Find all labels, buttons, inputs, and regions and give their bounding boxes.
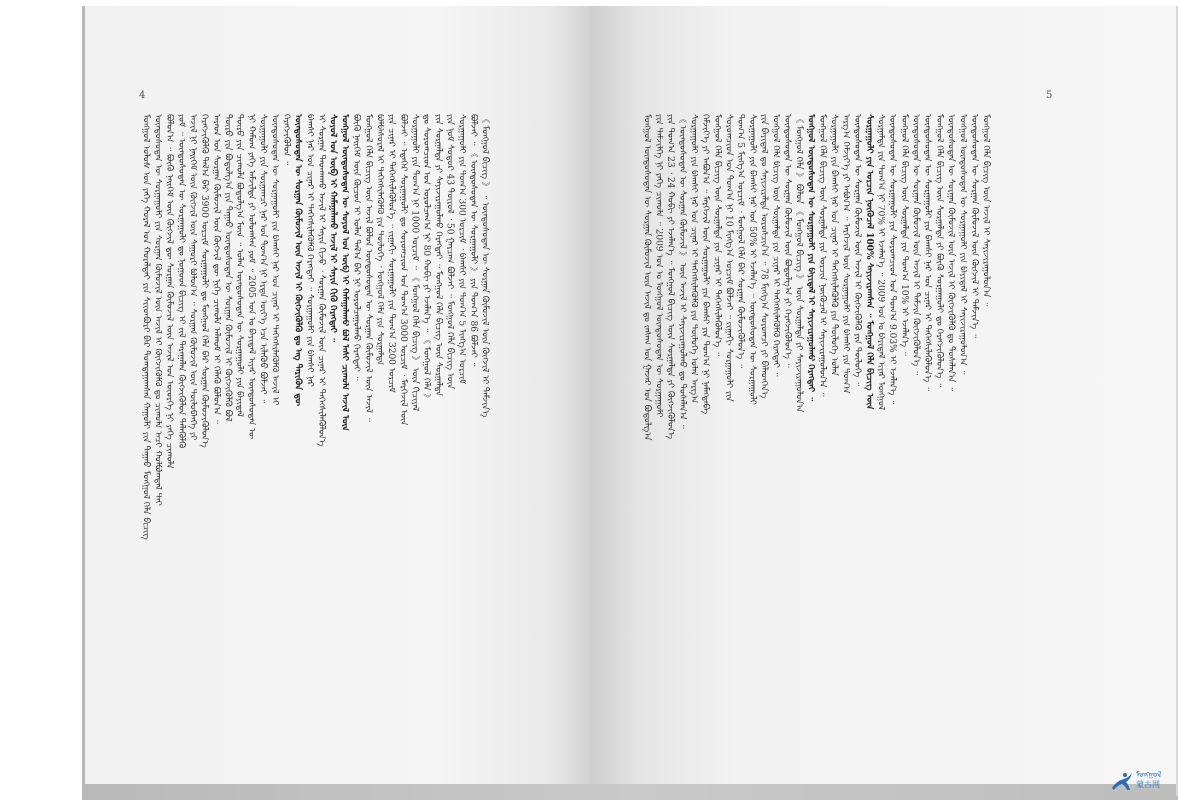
- text-column: 《 ᠮᠣᠩᠭᠣᠯ ᠪᠢᠴᠢᠭ 》 ᠃ ᠦᠨᠳᠦᠰᠦᠲᠡᠨ ᠦ ᠰᠤᠷᠭᠠᠨ ᠬᠦᠮᠦᠵᠢᠯ ᠦᠨ ᠬᠥᠭᠵᠢᠯ ᠢ ᠳᠡᠮᠵᠢᠨ᠎ᠡ: [479, 114, 490, 418]
- text-column: ᠠᠷᠭ᠎ᠠ ᠬᠡᠮᠵᠢᠶ᠎ᠡ ᠶᠢ ᠠᠪᠤᠨ᠎ᠠ ᠃ ᠮᠡᠷᠭᠡᠵᠢᠯ ᠦᠨ ᠰᠤᠷᠭᠠᠭᠤᠯᠢ ᠶᠢᠨ ᠪᠠᠭᠰᠢ ᠶᠢᠨ ᠲᠣᠭ᠎ᠠ: [840, 114, 851, 394]
- text-column: ᠦᠨᠳᠦᠰᠦᠲᠡᠨ ᠦ ᠰᠤᠷᠭᠠᠨ ᠬᠦᠮᠦᠵᠢᠯ ᠦᠨ ᠠᠵᠢᠯ ᠢ ᠬᠥᠭᠵᠢᠭᠦᠯᠬᠦ ᠳᠤ ᠡᠩ ᠲᠡᠷᠢᠭᠦᠨ ᠳᠦ: [292, 114, 303, 407]
- text-column: ᠰᠤᠷᠤᠭᠴᠢᠳ ᠤᠨ ᠲᠣᠭ᠎ᠠ ᠨᠢ 10 ᠮᠢᠩᠭ᠎ᠠ ᠣᠷᠴᠢᠮ ᠪᠣᠯᠵᠠᠢ ᠃ ᠵᠢᠭᠠᠬᠢ ᠰᠤᠷᠭᠠᠭᠤᠯᠢ ᠶᠢᠨ: [723, 114, 734, 402]
- text-column: ᠦᠨᠳᠦᠰᠦᠲᠡᠨ ᠦ ᠰᠤᠷᠭᠠᠨ ᠬᠦᠮᠦᠵᠢᠯ ᠦᠨ ᠬᠥᠭᠵᠢᠯ ᠢ ᠳᠡᠮᠵᠢᠨ᠎ᠡ ᠃: [968, 114, 979, 339]
- text-column: ᠰᠤᠷᠭᠠᠭᠤᠯᠢ ᠶᠢᠨ ᠪᠠᠭᠰᠢ ᠨᠠᠷ ᠤᠨ ᠴᠢᠨᠠᠷ ᠢ ᠳᠡᠭᠡᠭᠰᠢᠯᠡᠭᠦᠯᠬᠦ ᠶᠢᠨ ᠲᠥᠯᠥᠭᠡ ᠣᠯᠠᠨ: [828, 114, 839, 376]
- text-column: ᠶᠢᠨ ᠴᠢᠨᠠᠷ ᠢ ᠳᠡᠭᠡᠭᠰᠢᠯᠡᠭᠦᠯᠦᠨ᠎ᠡ ᠃ ᠵᠢᠭᠠᠬᠢ ᠰᠤᠷᠭᠠᠭᠤᠯᠢ ᠶᠢᠨ ᠲᠣᠭ᠎ᠠ 3200 ᠣᠷᠴᠢᠮ: [386, 114, 397, 393]
- text-column: ᠲᠥᠷᠥ ᠶᠢᠨ ᠴᠢᠬᠤᠯᠠ ᠪᠣᠳᠣᠯᠭ᠎ᠠ ᠮᠥᠨ ᠃ ᠣᠯᠠᠨ ᠦᠨᠳᠦᠰᠦᠲᠡᠨ ᠦ ᠰᠤᠷᠭᠠᠭᠤᠯᠢ ᠶᠢᠨ ᠪᠠᠶᠢᠳᠠᠯ: [234, 114, 245, 417]
- text-column: ᠪᠣᠯᠪᠠᠰᠤᠷᠠᠯ ᠢ ᠳᠡᠭᠡᠭᠰᠢᠯᠡᠭᠦᠯᠬᠦ ᠶᠢᠨ ᠲᠥᠯᠥᠭᠡ ᠂ ᠮᠣᠩᠭᠣᠯ ᠬᠡᠯᠡ ᠶᠢᠨ ᠰᠤᠷᠭᠠᠯᠲᠠ: [374, 114, 385, 366]
- text-column: ᠮᠣᠩᠭᠣᠯ ᠬᠡᠯᠡ ᠪᠢᠴᠢᠭ ᠦᠨ ᠠᠵᠢᠯ ᠪᠣᠯᠤᠨ ᠦᠨᠳᠦᠰᠦᠲᠡᠨ ᠦ ᠰᠤᠷᠭᠠᠨ ᠬᠦᠮᠦᠵᠢᠯ ᠦᠨ ᠠᠵᠢᠯ ᠃: [362, 114, 373, 422]
- text-column: ᠰᠤᠷᠭᠠᠭᠤᠯᠢ ᠶᠢᠨ ᠲᠣᠭ᠎ᠠ 300 ᠣᠷᠴᠢᠮ ᠂ ᠪᠠᠭᠰᠢ ᠶᠢᠨ ᠲᠣᠭ᠎ᠠ 5 ᠮᠢᠩᠭ᠎ᠠ ᠣᠷᠴᠢᠮ: [456, 114, 467, 385]
- text-column: ᠲᠥᠷᠥ ᠶᠢᠨ ᠪᠣᠳᠣᠯᠭ᠎ᠠ ᠶᠢᠨ ᠳᠠᠭᠠᠤ ᠦᠨᠳᠦᠰᠦᠲᠡᠨ ᠦ ᠰᠤᠷᠭᠠᠨ ᠬᠦᠮᠦᠵᠢᠯ ᠢ ᠬᠥᠭᠵᠢᠭᠦᠯᠬᠦ ᠪᠣᠯ: [222, 114, 233, 422]
- text-column: ᠶᠢᠨ ᠨᠣᠮ ᠰᠣᠳᠤᠷ 43 ᠲᠥᠷᠥᠯ ᠂ 50 ᠭᠠᠷᠴᠠᠭ ᠪᠣᠯᠵᠠᠢ ᠃ ᠮᠣᠩᠭᠣᠯ ᠬᠡᠯᠡ ᠪᠢᠴᠢᠭ ᠦᠨ: [444, 114, 455, 390]
- text-column: 《 ᠦᠨᠳᠦᠰᠦᠲᠡᠨ ᠦ ᠰᠤᠷᠭᠠᠨ ᠬᠦᠮᠦᠵᠢᠯ 》 ᠦᠨ ᠠᠵᠢᠯ ᠢ ᠰᠠᠶᠢᠵᠢᠷᠠᠭᠤᠯᠬᠤ ᠳᠤ ᠲᠤᠰᠠᠯᠠᠨ᠎ᠠ ᠃: [676, 114, 687, 429]
- text-column: ᠪᠣᠯᠵᠠᠢ ᠃ 《 ᠦᠨᠳᠦᠰᠦᠲᠡᠨ ᠦ ᠰᠤᠷᠭᠠᠭᠤᠯᠢ 》 ᠶᠢᠨ ᠲᠣᠭ᠎ᠠ 86 ᠪᠣᠯᠵᠠᠢ ᠃: [467, 114, 478, 367]
- text-column: ᠬᠡᠷᠡᠭᠵᠢᠭᠦᠯᠦᠨ ᠃: [280, 114, 291, 166]
- text-column: ᠰᠤᠷᠭᠠᠭᠤᠯᠢ ᠶᠢᠨ ᠲᠣᠭ᠎ᠠ ᠨᠢ 1000 ᠣᠷᠴᠢᠮ ᠃ 《 ᠮᠣᠩᠭᠣᠯ ᠬᠡᠯᠡ ᠪᠢᠴᠢᠭ 》 ᠦᠨ ᠬᠢᠴᠢᠶᠡᠯ: [409, 114, 420, 412]
- left-page: [85, 6, 590, 784]
- text-column: 《 ᠮᠣᠩᠭᠣᠯ ᠬᠡᠯᠡ 》 ᠪᠣᠯᠤᠨ 《 ᠮᠣᠩᠭᠣᠯ ᠪᠢᠴᠢᠭ 》 ᠦᠨ ᠰᠤᠷᠭᠠᠯᠲᠠ ᠶᠢ ᠰᠠᠶᠢᠵᠢᠷᠠᠭᠤᠯᠤᠨ᠎ᠠ: [793, 114, 804, 413]
- watermark-mongol-text: ᠮᠣᠩᠭᠣᠯ: [1136, 770, 1162, 779]
- text-column: ᠶᠤᠮ ᠃ ᠦᠨᠳᠦᠰᠦᠲᠡᠨ ᠦ ᠰᠤᠷᠭᠠᠭᠤᠯᠢ ᠳᠤ ᠨᠣᠭᠣᠳ ᠪᠢᠴᠢᠭ ᠢ ᠵᠢᠯ ᠳᠠᠷᠠᠭᠠᠯᠠᠨ ᠬᠥᠭᠵᠢᠭᠦᠯᠦᠨ ᠲᠡᠯᠡᠭᠦᠯᠬᠦ: [175, 114, 186, 449]
- text-column: ᠦᠨᠳᠦᠰᠦᠲᠡᠨ ᠦ ᠰᠤᠷᠭᠠᠭᠤᠯᠢ ᠶᠢᠨ ᠪᠠᠭᠰᠢ ᠨᠠᠷ ᠤᠨ ᠴᠢᠨᠠᠷ ᠢ ᠳᠡᠭᠡᠭᠰᠢᠯᠡᠭᠦᠯᠦᠨ᠎ᠡ ᠃: [922, 114, 933, 392]
- text-column: ᠨᠢ ᠬᠠᠮᠤᠭ ᠶᠡᠬᠡ ᠠᠮᠵᠢᠯᠲᠠ ᠶᠢ ᠣᠯᠤᠭᠰᠠᠨ ᠶᠤᠮ ᠃ 2005 ᠣᠨ ᠤ ᠪᠠᠶᠢᠳᠠᠯ ᠢᠶᠠᠷ ᠦᠨᠳᠦᠰᠦᠲᠡᠨ ᠦ: [245, 114, 256, 440]
- text-column: ᠪᠦᠬᠦ ᠨᠡᠢᠭᠡᠮ ᠦᠨ ᠬᠦᠴᠦᠨ ᠢ ᠣᠯᠠᠨ ᠲᠠᠯ᠎ᠠ ᠪᠠᠷ ᠨᠢ ᠣᠷᠣᠯᠴᠠᠭᠤᠯᠬᠤ ᠬᠡᠷᠡᠭᠲᠡᠢ ᠃: [351, 114, 362, 381]
- text-column: ᠶᠢᠨ ᠰᠤᠷᠭᠠᠯᠲᠠ ᠶᠢ ᠰᠠᠶᠢᠵᠢᠷᠠᠭᠤᠯᠬᠤ ᠬᠡᠷᠡᠭᠲᠡᠢ ᠃ ᠮᠣᠩᠭᠣᠯ ᠬᠡᠯᠡ ᠪᠢᠴᠢᠭ ᠦᠨ ᠰᠤᠷᠭᠠᠯᠲᠠ: [432, 114, 443, 397]
- text-column: ᠮᠣᠩᠭᠣᠯ ᠦᠨᠳᠦᠰᠦᠲᠡᠨ ᠦ ᠰᠤᠷᠭᠠᠨ ᠬᠦᠮᠦᠵᠢᠯ ᠦᠨ ᠠᠵᠢᠯ ᠳᠤ ᠵᠠᠰᠠᠭ ᠤᠨ ᠭᠠᠵᠠᠷ ᠤᠨ ᠪᠤᠳᠤᠯᠭ᠎ᠠ: [641, 114, 652, 441]
- text-column: ᠦᠨᠳᠦᠰᠦᠲᠡᠨ ᠦ ᠰᠤᠷᠭᠠᠨ ᠬᠦᠮᠦᠵᠢᠯ ᠦᠨ ᠠᠵᠢᠯ ᠢ ᠬᠥᠭᠵᠢᠭᠦᠯᠬᠦ ᠳᠤ ᠲᠤᠰᠠᠯᠠᠨ᠎ᠠ ᠃: [945, 114, 956, 392]
- text-column: ᠮᠣᠩᠭᠣᠯ ᠤᠯᠤᠰ ᠤᠨ ᠶᠡᠬᠡ ᠬᠤᠷᠠᠯ ᠤᠨ ᠬᠤᠷᠠᠯᠳᠠᠢ ᠶᠢᠨ ᠰᠢᠢᠳᠪᠦᠷᠢ ᠪᠠᠷ ᠲᠣᠭᠲᠠᠭᠠᠭᠰᠠᠨ ᠬᠠᠭᠤᠯᠢ ᠶᠢᠨ ᠳᠠᠭᠠᠤ ᠮᠣᠩᠭᠣᠯ ᠬᠡᠯᠡ ᠪᠢᠴᠢᠭ: [140, 114, 151, 540]
- text-column: ᠰᠤᠷᠭᠠᠭᠤᠯᠢ ᠶᠢᠨ ᠪᠠᠭᠰᠢ ᠨᠠᠷ ᠤᠨ 50% ᠢ ᠡᠵᠡᠯᠡᠨ᠎ᠡ ᠃ ᠦᠨᠳᠦᠰᠦᠲᠡᠨ ᠦ ᠰᠤᠷᠭᠠᠭᠤᠯᠢ: [746, 114, 757, 405]
- text-column: ᠶᠢᠨ ᠪᠠᠶᠢᠳᠠᠯ ᠳᠤ ᠰᠠᠶᠢᠵᠢᠷᠠᠯᠲᠠ ᠤᠷᠤᠰᠴᠢᠨ᠎ᠠ ᠃ 78 ᠮᠢᠩᠭ᠎ᠠ ᠰᠤᠷᠤᠭᠴᠢ ᠶᠢ ᠪᠡᠯᠡᠳᠭᠡᠨ᠎ᠡ: [758, 114, 769, 399]
- watermark-site-name: 蒙古网: [1136, 780, 1160, 789]
- left-page-number: 4: [139, 90, 146, 101]
- text-column: ᠮᠣᠩᠭᠣᠯ ᠬᠡᠯᠡ ᠪᠢᠴᠢᠭ ᠦᠨ ᠰᠤᠷᠭᠠᠯᠲᠠ ᠶᠢᠨ ᠣᠷᠴᠢᠨ ᠨᠥᠬᠦᠴᠡᠯ ᠢ ᠰᠠᠶᠢᠵᠢᠷᠠᠭᠤᠯᠤᠨ᠎ᠠ ᠃: [817, 114, 827, 397]
- open-book: [82, 6, 1178, 800]
- text-column: ᠮᠣᠩᠭᠣᠯ ᠦᠨᠳᠦᠰᠦᠲᠡᠨ ᠦ ᠰᠣᠶᠣᠯ ᠤᠨ ᠥᠪ ᠢ ᠬᠠᠮᠠᠭᠠᠯᠠᠬᠤ ᠪᠣᠯ ᠮᠠᠰᠢ ᠴᠢᠬᠤᠯᠠ ᠠᠵᠢᠯ ᠮᠥᠨ: [339, 114, 350, 432]
- text-column: ᠬᠡᠷᠡᠭᠵᠢᠭᠦᠯᠬᠦ ᠲᠠᠯ᠎ᠠ ᠪᠠᠷ 3900 ᠣᠷᠴᠢᠮ ᠰᠤᠷᠭᠠᠭᠤᠯᠢ ᠳᠤ ᠮᠣᠩᠭᠣᠯ ᠬᠡᠯᠡ ᠪᠡᠷ ᠰᠤᠷᠭᠠᠨ ᠬᠦᠮᠦᠵᠢᠬᠦᠯᠦᠨ᠎ᠡ: [199, 114, 210, 448]
- text-column: ᠦᠨᠳᠦᠰᠦᠲᠡᠨ ᠦ ᠰᠤᠷᠭᠠᠨ ᠬᠦᠮᠦᠵᠢᠯ ᠦᠨ ᠠᠵᠢᠯ ᠢ ᠳᠡᠮᠵᠢᠨ ᠬᠥᠭᠵᠢᠭᠦᠯᠦᠨ᠎ᠡ ᠃: [910, 114, 921, 376]
- right-page: [590, 6, 1176, 784]
- text-column: ᠮᠣᠩᠭᠣᠯ ᠬᠡᠯᠡ ᠪᠢᠴᠢᠭ ᠦᠨ ᠠᠵᠢᠯ ᠢ ᠰᠠᠶᠢᠵᠢᠷᠠᠭᠤᠯᠤᠨ᠎ᠠ ᠃: [980, 114, 991, 307]
- text-column: ᠰᠣᠶᠣᠯ ᠤᠨ ᠥᠪ ᠢ ᠬᠠᠮᠠᠭᠠᠯᠠᠬᠤ ᠠᠵᠢᠯ ᠢ ᠰᠠᠶᠢᠨ ᠬᠢᠬᠦ ᠬᠡᠷᠡᠭᠲᠡᠢ ᠃: [327, 114, 338, 342]
- watermark-text: [1136, 770, 1161, 790]
- text-column: ᠶᠢᠨ ᠳᠡᠮᠵᠢᠯᠭᠡ ᠨᠢ ᠶᠡᠬᠡ ᠴᠢᠬᠤᠯᠠ ᠃ 2009 ᠣᠨ ᠤ ᠮᠣᠩᠭᠣᠯ ᠦᠨᠳᠦᠰᠦᠲᠡᠨ ᠦ ᠰᠤᠷᠭᠠᠭᠤᠯᠢ: [653, 114, 664, 418]
- text-column: ᠮᠣᠩᠭᠣᠯ ᠬᠡᠯᠡ ᠪᠢᠴᠢᠭ ᠦᠨ ᠰᠤᠷᠭᠠᠯᠲᠠ ᠶᠢ ᠪᠦᠬᠦ ᠰᠤᠷᠭᠠᠭᠤᠯᠢ ᠳᠤ ᠬᠡᠷᠡᠭᠵᠢᠭᠦᠯᠦᠨ᠎ᠡ ᠃: [933, 114, 944, 388]
- text-column: ᠦᠨᠳᠦᠰᠦᠲᠡᠨ ᠦ ᠰᠤᠷᠭᠠᠭᠤᠯᠢ ᠶᠢᠨ ᠰᠤᠷᠤᠭᠴᠢᠳ ᠤᠨ ᠲᠣᠭ᠎ᠠ 9.03% ᠢ ᠡᠵᠡᠯᠡᠨ᠎ᠡ ᠃: [887, 114, 898, 405]
- right-page-number: 5: [1046, 90, 1053, 101]
- text-column: ᠮᠣᠩᠭᠣᠯ ᠦᠨᠳᠦᠰᠦᠲᠡᠨ ᠦ ᠰᠤᠷᠭᠠᠭᠤᠯᠢ ᠶᠢᠨ ᠪᠠᠶᠢᠳᠠᠯ ᠢ ᠰᠠᠶᠢᠵᠢᠷᠠᠭᠤᠯᠤᠨ᠎ᠠ ᠃: [957, 114, 968, 375]
- text-column: ᠪᠣᠯᠤᠨ᠎ᠠ ᠃ ᠪᠦᠬᠦ ᠨᠡᠢᠭᠡᠮ ᠦᠨ ᠬᠥᠭᠵᠢᠯ ᠳᠦ ᠰᠤᠷᠭᠠᠨ ᠬᠦᠮᠦᠵᠢᠯ ᠦᠨ ᠠᠵᠢᠯ ᠤᠨ ᠦᠦᠷᠭᠡ ᠨᠢ ᠶᠡᠬᠡ ᠴᠢᠬᠤᠯᠠ: [164, 114, 175, 469]
- text-column: ᠦᠨᠳᠦᠰᠦᠲᠡᠨ ᠦ ᠰᠤᠷᠭᠠᠨ ᠬᠦᠮᠦᠵᠢᠯ ᠦᠨ ᠠᠵᠢᠯ ᠢ ᠬᠥᠭᠵᠢᠭᠦᠯᠬᠦ ᠶᠢᠨ ᠲᠥᠯᠥᠭᠡ ᠃: [852, 114, 863, 387]
- text-column: ᠢ ᠰᠤᠷᠭᠠᠨ ᠳᠠᠳᠬᠠᠬᠤ ᠠᠵᠢᠯ ᠢ ᠰᠠᠶᠢᠨ ᠬᠢᠵᠦ ᠂ ᠰᠤᠷᠭᠠᠨ ᠬᠦᠮᠦᠵᠢᠯ ᠦᠨ ᠴᠢᠨᠠᠷ ᠢ ᠳᠡᠭᠡᠭᠰᠢᠯᠡᠭᠦᠯᠦᠨ᠎ᠡ: [316, 114, 326, 447]
- text-column: ᠦᠨᠳᠦᠰᠦᠲᠡᠨ ᠦ ᠰᠤᠷᠭᠠᠭᠤᠯᠢ ᠶᠢᠨ ᠰᠤᠷᠭᠠᠨ ᠬᠦᠮᠦᠵᠢᠯ ᠦᠨ ᠠᠵᠢᠯ ᠢ ᠬᠥᠭᠵᠢᠭᠦᠯᠬᠦ ᠳᠤ ᠴᠢᠬᠤᠯᠠ ᠠᠴᠢ ᠬᠣᠯᠪᠣᠭᠳᠠᠯ ᠲᠠᠢ: [152, 114, 163, 506]
- text-column: ᠪᠠᠭᠰᠢ ᠨᠠᠷ ᠤᠨ ᠴᠢᠨᠠᠷ ᠢ ᠳᠡᠭᠡᠭᠰᠢᠯᠡᠭᠦᠯᠬᠦ ᠬᠡᠷᠡᠭᠲᠡᠢ ᠃ ᠰᠤᠷᠭᠠᠭᠤᠯᠢ ᠶᠢᠨ ᠪᠠᠭᠰᠢ ᠨᠠᠷ: [304, 114, 315, 387]
- horse-rider-icon: [1110, 770, 1134, 792]
- text-column: ᠮᠣᠩᠭᠣᠯ ᠬᠡᠯᠡ ᠪᠢᠴᠢᠭ ᠦᠨ ᠰᠤᠷᠭᠠᠯᠲᠠ ᠶᠢᠨ ᠲᠣᠭ᠎ᠠ 10% ᠢ ᠡᠵᠡᠯᠡᠨ᠎ᠡ ᠃: [898, 114, 909, 356]
- text-column: ᠲᠣᠭ᠎ᠠ 5 ᠮᠢᠩᠭ᠎ᠠ ᠣᠷᠴᠢᠮ ᠂ ᠮᠣᠩᠭᠣᠯ ᠬᠡᠯᠡ ᠪᠡᠷ ᠰᠤᠷᠭᠠᠨ ᠬᠦᠮᠦᠵᠢᠬᠦᠯᠦᠨ᠎ᠡ ᠃: [735, 114, 746, 369]
- right-page-text-block: [640, 114, 1050, 726]
- text-column: ᠦᠨᠳᠦᠰᠦᠲᠡᠨ ᠦ ᠰᠤᠷᠭᠠᠭᠤᠯᠢ ᠶᠢᠨ ᠪᠠᠭᠰᠢ ᠨᠠᠷ ᠤᠨ ᠴᠢᠨᠠᠷ ᠢ ᠳᠡᠭᠡᠭᠰᠢᠯᠡᠭᠦᠯᠬᠦ ᠠᠵᠢᠯ ᠢ: [269, 114, 280, 406]
- text-column: ᠰᠤᠷᠭᠠᠭᠤᠯᠢ ᠶᠢᠨ ᠣᠷᠴᠢᠨ ᠨᠥᠬᠦᠴᠡᠯ 100% ᠰᠠᠶᠢᠵᠢᠷᠠᠭᠰᠠᠨ ᠃ ᠮᠣᠩᠭᠣᠯ ᠬᠡᠯᠡ ᠪᠢᠴᠢᠭ ᠦᠨ: [863, 114, 874, 410]
- text-column: ᠪᠣᠯᠵᠠᠢ ᠃ ᠡᠳᠡᠭᠡᠷ ᠰᠤᠷᠭᠠᠭᠤᠯᠢ ᠳᠤ ᠰᠤᠷᠤᠭᠴᠢᠳ ᠤᠨ ᠲᠣᠭ᠎ᠠ 3000 ᠣᠷᠴᠢᠮ ᠂ ᠮᠡᠷᠭᠡᠵᠢᠯ ᠦᠨ: [397, 114, 408, 426]
- text-column: ᠰᠤᠷᠭᠠᠭᠤᠯᠢ ᠶᠢᠨ ᠪᠠᠭᠰᠢ ᠨᠠᠷ ᠤᠨ ᠴᠢᠨᠠᠷ ᠢ ᠳᠡᠭᠡᠭᠰᠢᠯᠡᠭᠦᠯᠬᠦ ᠶᠢᠨ ᠲᠥᠯᠥᠭᠡ ᠣᠯᠠᠨ ᠠᠷᠭ᠎ᠠ: [688, 114, 699, 404]
- text-column: ᠶᠢᠨ ᠲᠣᠭ᠎ᠠ 23 ᠂ 24 ᠬᠤᠪᠢ ᠶᠢ ᠡᠵᠡᠯᠡᠨ᠎ᠡ ᠃ ᠮᠣᠩᠭᠣᠯ ᠪᠢᠴᠢᠭ ᠦᠨ ᠰᠤᠷᠭᠠᠯᠲᠠ ᠶᠢ ᠬᠥᠭᠵᠢᠭᠦᠯᠦᠨ᠎ᠡ: [665, 114, 676, 440]
- text-column: ᠰᠤᠷᠭᠠᠯᠲᠠ ᠶᠢᠨ ᠲᠣᠭ᠎ᠠ ᠨᠢ 70% ᠢ ᠡᠵᠡᠯᠡᠨ᠎ᠡ ᠃ 2009 ᠣᠨ ᠤ ᠪᠠᠶᠢᠳᠠᠯ ᠢᠶᠠᠷ ᠮᠣᠩᠭᠣᠯ: [875, 114, 886, 411]
- site-watermark: [1110, 766, 1172, 796]
- text-column: ᠳᠤ ᠰᠤᠷᠤᠭᠴᠢᠳ ᠤᠨ ᠣᠷᠣᠯᠴᠠᠭ᠎ᠠ ᠨᠢ 80 ᠬᠤᠪᠢ ᠶᠢ ᠡᠵᠡᠯᠡᠨ᠎ᠡ ᠃ 《 ᠮᠣᠩᠭᠣᠯ ᠬᠡᠯᠡ 》: [421, 114, 432, 403]
- text-column: ᠦᠨᠳᠦᠰᠦᠲᠡᠨ ᠦ ᠰᠤᠷᠭᠠᠨ ᠬᠦᠮᠦᠵᠢᠯ ᠦᠨ ᠪᠣᠳᠣᠯᠭ᠎ᠠ ᠶᠢ ᠬᠡᠷᠡᠭᠵᠢᠭᠦᠯᠦᠨ᠎ᠡ ᠃: [781, 114, 792, 368]
- text-column: ᠮᠣᠩᠭᠣᠯ ᠦᠨᠳᠦᠰᠦᠲᠡᠨ ᠦ ᠰᠤᠷᠭᠠᠭᠤᠯᠢ ᠶᠢᠨ ᠪᠠᠶᠢᠳᠠᠯ ᠢ ᠰᠠᠶᠢᠵᠢᠷᠠᠭᠤᠯᠬᠤ ᠬᠡᠷᠡᠭᠲᠡᠢ ᠃: [805, 114, 816, 402]
- text-column: ᠬᠡᠮᠵᠢᠶ᠎ᠡ ᠶᠢ ᠠᠪᠤᠨ᠎ᠠ ᠃ ᠮᠡᠷᠭᠡᠵᠢᠯ ᠦᠨ ᠰᠤᠷᠭᠠᠭᠤᠯᠢ ᠶᠢᠨ ᠪᠠᠭᠰᠢ ᠶᠢᠨ ᠲᠣᠭ᠎ᠠ ᠨᠢ ᠨᠡᠮᠡᠭᠳᠡᠪᠡ: [700, 114, 711, 415]
- text-column: ᠮᠣᠩᠭᠣᠯ ᠬᠡᠯᠡ ᠪᠢᠴᠢᠭ ᠦᠨ ᠰᠤᠷᠭᠠᠯᠲᠠ ᠶᠢᠨ ᠴᠢᠨᠠᠷ ᠢ ᠳᠡᠭᠡᠭᠰᠢᠯᠡᠭᠦᠯᠦᠨ᠎ᠡ ᠃: [711, 114, 722, 357]
- text-column: ᠠᠷᠠᠳ ᠤᠨ ᠰᠤᠷᠭᠠᠨ ᠬᠦᠮᠦᠵᠢᠯ ᠦᠨ ᠬᠥᠭᠵᠢᠯ ᠳᠦ ᠨᠢᠭᠡ ᠴᠢᠬᠤᠯᠠ ᠠᠯᠬᠤᠮ ᠢ ᠬᠡᠯᠡᠬᠦ ᠪᠣᠯᠤᠨ᠎ᠠ ᠃: [210, 114, 221, 424]
- left-page-text-block: [139, 114, 539, 726]
- text-column: ᠰᠤᠷᠭᠠᠭᠤᠯᠢ ᠶᠢᠨ ᠰᠤᠷᠭᠠᠭᠴᠢ ᠨᠠᠷ ᠤᠨ ᠲᠣᠭ᠎ᠠ ᠨᠢ ᠡᠷᠲᠡ ᠦᠶ᠎ᠡ ᠡᠴᠡ ᠢᠯᠡᠭᠦᠦ ᠪᠣᠯᠵᠠᠢ ᠃: [257, 114, 268, 404]
- text-column: ᠮᠣᠩᠭᠣᠯ ᠬᠡᠯᠡ ᠪᠢᠴᠢᠭ ᠦᠨ ᠰᠤᠷᠭᠠᠯᠲᠠ ᠶᠢᠨ ᠴᠢᠨᠠᠷ ᠢ ᠳᠡᠭᠡᠭᠰᠢᠯᠡᠭᠦᠯᠬᠦ ᠬᠡᠷᠡᠭᠲᠡᠢ ᠃: [770, 114, 781, 377]
- text-column: ᠠᠵᠢᠯ ᠨᠢ ᠨᠡᠢᠭᠡᠮ ᠦᠨ ᠬᠥᠭᠵᠢᠯ ᠦᠨ ᠰᠠᠭᠤᠷᠢ ᠪᠣᠯᠤᠨ᠎ᠠ ᠃ ᠰᠤᠷᠭᠠᠨ ᠬᠦᠮᠦᠵᠢᠯ ᠦᠨ ᠲᠥᠯᠥᠪᠯᠡᠭᠡ ᠶᠢ: [187, 114, 198, 441]
